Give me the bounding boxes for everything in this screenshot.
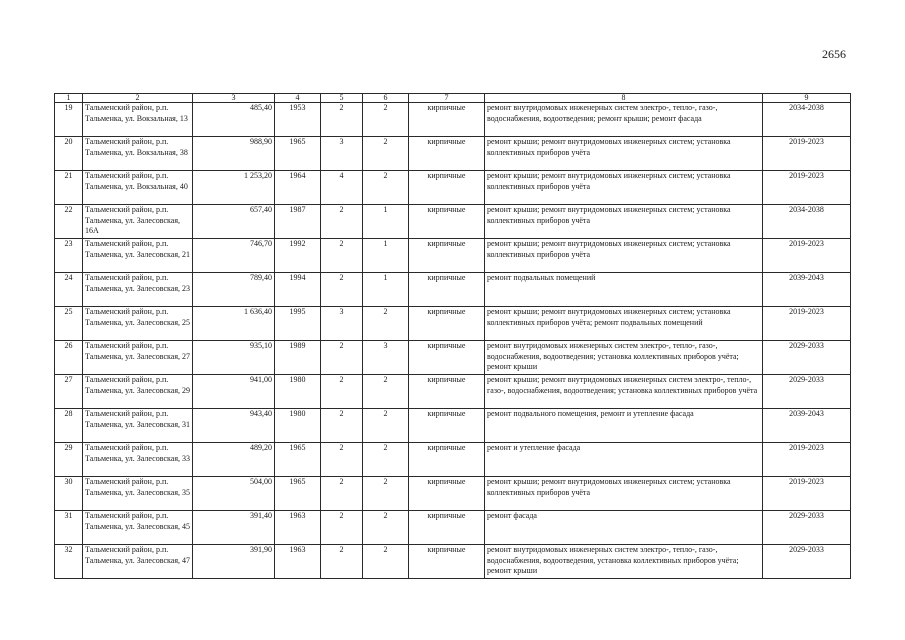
area-cell: 746,70: [193, 239, 275, 273]
area-cell: 1 636,40: [193, 307, 275, 341]
table-row: [55, 273, 851, 307]
repair-period-cell: 2029-2033: [763, 375, 851, 409]
repair-period-cell: 2039-2043: [763, 273, 851, 307]
address-cell: Тальменский район, р.п. Тальменка, ул. Залесовская, 21: [83, 239, 193, 273]
wall-material-cell: кирпичные: [409, 443, 485, 477]
repair-period-cell: 2029-2033: [763, 511, 851, 545]
entrances-cell: 2: [363, 171, 409, 205]
repair-period-cell: 2034-2038: [763, 103, 851, 137]
repair-period-cell: 2019-2023: [763, 443, 851, 477]
table-row: [55, 137, 851, 171]
address-cell: Тальменский район, р.п. Тальменка, ул. Залесовская, 45: [83, 511, 193, 545]
address-cell: Тальменский район, р.п. Тальменка, ул. Залесовская, 33: [83, 443, 193, 477]
year-cell: 1963: [275, 511, 321, 545]
area-cell: 504,00: [193, 477, 275, 511]
wall-material-cell: кирпичные: [409, 307, 485, 341]
table-row: [55, 205, 851, 239]
area-cell: 1 253,20: [193, 171, 275, 205]
floors-cell: 2: [321, 443, 363, 477]
repair-works-cell: ремонт крыши; ремонт внутридомовых инженерных систем; установка коллективных приборов учёта: [485, 477, 763, 511]
table-row: [55, 341, 851, 375]
entrances-cell: 1: [363, 205, 409, 239]
address-cell: Тальменский район, р.п. Тальменка, ул. Вокзальная, 13: [83, 103, 193, 137]
entrances-cell: 2: [363, 443, 409, 477]
repair-works-cell: ремонт и утепление фасада: [485, 443, 763, 477]
area-cell: 935,10: [193, 341, 275, 375]
column-number: 9: [763, 94, 851, 103]
row-number: 26: [55, 341, 83, 375]
year-cell: 1953: [275, 103, 321, 137]
address-cell: Тальменский район, р.п. Тальменка, ул. Залесовская, 23: [83, 273, 193, 307]
wall-material-cell: кирпичные: [409, 239, 485, 273]
entrances-cell: 1: [363, 273, 409, 307]
year-cell: 1965: [275, 477, 321, 511]
address-cell: Тальменский район, р.п. Тальменка, ул. Залесовская, 47: [83, 545, 193, 579]
year-cell: 1965: [275, 137, 321, 171]
repair-period-cell: 2034-2038: [763, 205, 851, 239]
address-cell: Тальменский район, р.п. Тальменка, ул. Залесовская, 31: [83, 409, 193, 443]
floors-cell: 2: [321, 511, 363, 545]
row-number: 31: [55, 511, 83, 545]
repair-works-cell: ремонт крыши; ремонт внутридомовых инженерных систем электро-, тепло-, газо-, водоснабжения, водоотведения; установка коллективных приборов учёта: [485, 375, 763, 409]
wall-material-cell: кирпичные: [409, 477, 485, 511]
column-number: 5: [321, 94, 363, 103]
repair-period-cell: 2019-2023: [763, 477, 851, 511]
wall-material-cell: кирпичные: [409, 273, 485, 307]
repair-period-cell: 2019-2023: [763, 137, 851, 171]
table-row: [55, 409, 851, 443]
row-number: 23: [55, 239, 83, 273]
table-row: [55, 443, 851, 477]
area-cell: 943,40: [193, 409, 275, 443]
repair-works-cell: ремонт подвальных помещений: [485, 273, 763, 307]
entrances-cell: 1: [363, 239, 409, 273]
repair-works-cell: ремонт внутридомовых инженерных систем электро-, тепло-, газо-, водоснабжения, водоотведения, установка коллективных приборов учёта; ремонт крыши: [485, 545, 763, 579]
column-number-row: [55, 94, 851, 103]
entrances-cell: 2: [363, 477, 409, 511]
address-cell: Тальменский район, р.п. Тальменка, ул. Вокзальная, 38: [83, 137, 193, 171]
entrances-cell: 2: [363, 511, 409, 545]
table-row: [55, 103, 851, 137]
repair-period-cell: 2039-2043: [763, 409, 851, 443]
year-cell: 1965: [275, 443, 321, 477]
floors-cell: 2: [321, 239, 363, 273]
address-cell: Тальменский район, р.п. Тальменка, ул. Залесовская, 35: [83, 477, 193, 511]
wall-material-cell: кирпичные: [409, 137, 485, 171]
area-cell: 941,00: [193, 375, 275, 409]
repair-works-cell: ремонт крыши; ремонт внутридомовых инженерных систем; установка коллективных приборов учёта; ремонт подвальных помещений: [485, 307, 763, 341]
table-row: [55, 171, 851, 205]
row-number: 28: [55, 409, 83, 443]
area-cell: 391,40: [193, 511, 275, 545]
wall-material-cell: кирпичные: [409, 545, 485, 579]
entrances-cell: 3: [363, 341, 409, 375]
row-number: 30: [55, 477, 83, 511]
wall-material-cell: кирпичные: [409, 205, 485, 239]
floors-cell: 2: [321, 103, 363, 137]
repair-works-cell: ремонт внутридомовых инженерных систем электро-, тепло-, газо-, водоснабжения, водоотведения; установка коллективных приборов учёта; ремонт крыши: [485, 341, 763, 375]
floors-cell: 2: [321, 205, 363, 239]
repair-works-cell: ремонт крыши; ремонт внутридомовых инженерных систем; установка коллективных приборов учёта: [485, 137, 763, 171]
repair-works-cell: ремонт крыши; ремонт внутридомовых инженерных систем; установка коллективных приборов учёта: [485, 171, 763, 205]
row-number: 21: [55, 171, 83, 205]
row-number: 24: [55, 273, 83, 307]
entrances-cell: 2: [363, 103, 409, 137]
column-number: 7: [409, 94, 485, 103]
column-number: 2: [83, 94, 193, 103]
row-number: 29: [55, 443, 83, 477]
address-cell: Тальменский район, р.п. Тальменка, ул. Залесовская, 25: [83, 307, 193, 341]
housing-repair-table: [54, 93, 851, 579]
table-row: [55, 307, 851, 341]
floors-cell: 2: [321, 409, 363, 443]
repair-works-cell: ремонт внутридомовых инженерных систем электро-, тепло-, газо-, водоснабжения, водоотведения; ремонт крыши; ремонт фасада: [485, 103, 763, 137]
floors-cell: 2: [321, 545, 363, 579]
floors-cell: 2: [321, 341, 363, 375]
year-cell: 1980: [275, 375, 321, 409]
wall-material-cell: кирпичные: [409, 511, 485, 545]
area-cell: 485,40: [193, 103, 275, 137]
entrances-cell: 2: [363, 545, 409, 579]
entrances-cell: 2: [363, 409, 409, 443]
repair-period-cell: 2019-2023: [763, 171, 851, 205]
address-cell: Тальменский район, р.п. Тальменка, ул. Залесовская, 16А: [83, 205, 193, 239]
year-cell: 1994: [275, 273, 321, 307]
wall-material-cell: кирпичные: [409, 375, 485, 409]
table-row: [55, 477, 851, 511]
repair-period-cell: 2019-2023: [763, 307, 851, 341]
year-cell: 1992: [275, 239, 321, 273]
repair-works-cell: ремонт крыши; ремонт внутридомовых инженерных систем; установка коллективных приборов учёта: [485, 239, 763, 273]
column-number: 6: [363, 94, 409, 103]
wall-material-cell: кирпичные: [409, 103, 485, 137]
row-number: 22: [55, 205, 83, 239]
floors-cell: 2: [321, 273, 363, 307]
page-number: 2656: [822, 47, 846, 61]
year-cell: 1963: [275, 545, 321, 579]
row-number: 27: [55, 375, 83, 409]
area-cell: 657,40: [193, 205, 275, 239]
year-cell: 1995: [275, 307, 321, 341]
area-cell: 489,20: [193, 443, 275, 477]
repair-period-cell: 2029-2033: [763, 341, 851, 375]
repair-period-cell: 2019-2023: [763, 239, 851, 273]
table-row: [55, 375, 851, 409]
row-number: 25: [55, 307, 83, 341]
year-cell: 1980: [275, 409, 321, 443]
year-cell: 1964: [275, 171, 321, 205]
column-number: 1: [55, 94, 83, 103]
repair-period-cell: 2029-2033: [763, 545, 851, 579]
repair-works-cell: ремонт крыши; ремонт внутридомовых инженерных систем; установка коллективных приборов учёта: [485, 205, 763, 239]
floors-cell: 3: [321, 137, 363, 171]
row-number: 19: [55, 103, 83, 137]
address-cell: Тальменский район, р.п. Тальменка, ул. Залесовская, 29: [83, 375, 193, 409]
wall-material-cell: кирпичные: [409, 341, 485, 375]
column-number: 8: [485, 94, 763, 103]
entrances-cell: 2: [363, 137, 409, 171]
row-number: 32: [55, 545, 83, 579]
column-number: 4: [275, 94, 321, 103]
floors-cell: 3: [321, 307, 363, 341]
area-cell: 988,90: [193, 137, 275, 171]
table-row: [55, 511, 851, 545]
floors-cell: 2: [321, 375, 363, 409]
row-number: 20: [55, 137, 83, 171]
entrances-cell: 2: [363, 307, 409, 341]
address-cell: Тальменский район, р.п. Тальменка, ул. Залесовская, 27: [83, 341, 193, 375]
table-row: [55, 239, 851, 273]
table-row: [55, 545, 851, 579]
column-number: 3: [193, 94, 275, 103]
repair-works-cell: ремонт подвального помещения, ремонт и утепление фасада: [485, 409, 763, 443]
wall-material-cell: кирпичные: [409, 171, 485, 205]
floors-cell: 2: [321, 477, 363, 511]
year-cell: 1987: [275, 205, 321, 239]
address-cell: Тальменский район, р.п. Тальменка, ул. Вокзальная, 40: [83, 171, 193, 205]
entrances-cell: 2: [363, 375, 409, 409]
floors-cell: 4: [321, 171, 363, 205]
wall-material-cell: кирпичные: [409, 409, 485, 443]
repair-works-cell: ремонт фасада: [485, 511, 763, 545]
year-cell: 1989: [275, 341, 321, 375]
area-cell: 789,40: [193, 273, 275, 307]
area-cell: 391,90: [193, 545, 275, 579]
